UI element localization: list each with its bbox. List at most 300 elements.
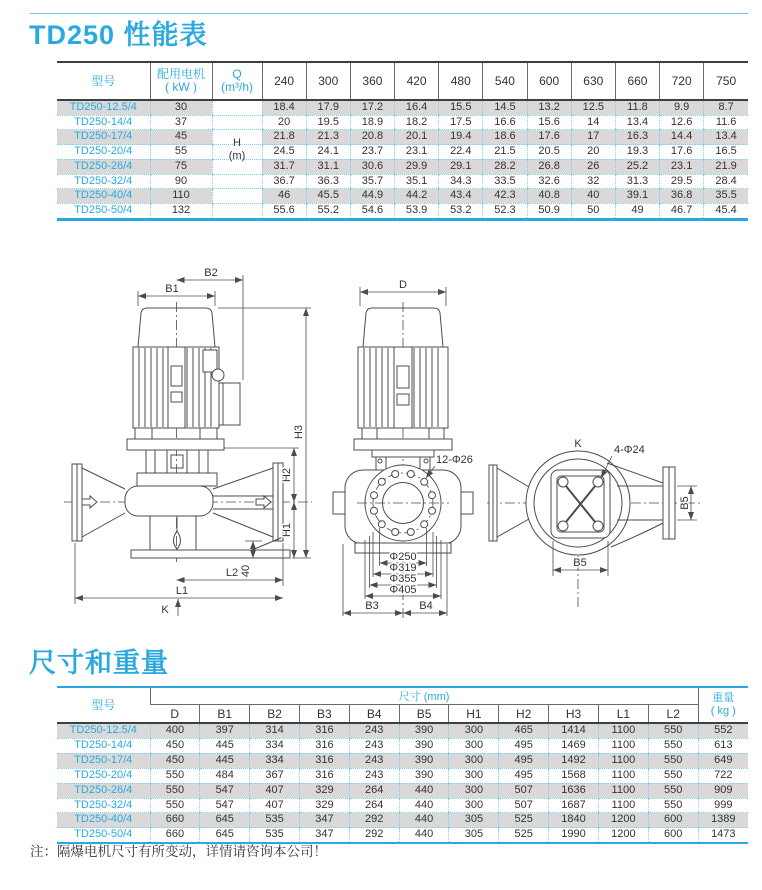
- performance-table: [57, 61, 748, 221]
- head-value-cell: 21.3: [306, 130, 350, 145]
- head-value-cell: 11.8: [615, 100, 659, 115]
- dim-value-cell: 367: [250, 768, 300, 783]
- dim-label-d: D: [399, 279, 407, 291]
- dim-value-cell: 445: [200, 738, 250, 753]
- head-value-cell: 14: [571, 115, 615, 130]
- performance-header-row: [57, 62, 748, 100]
- head-value-cell: 52.3: [483, 203, 527, 219]
- dim-value-cell: 1492: [549, 753, 599, 768]
- flow-arrow-icon: [256, 496, 271, 508]
- dim-value-cell: 329: [299, 783, 349, 798]
- flow-value-header: 240: [262, 62, 306, 100]
- size-group-header: 尺寸 (mm): [150, 687, 698, 705]
- dim-label-b3: B3: [365, 600, 379, 612]
- dim-value-cell: 495: [499, 768, 549, 783]
- dim-label-40: 40: [240, 564, 252, 578]
- dim-value-cell: 440: [399, 798, 449, 813]
- head-value-cell: 35.7: [350, 174, 394, 189]
- head-value-cell: 29.1: [439, 159, 483, 174]
- dim-value-cell: 390: [399, 753, 449, 768]
- head-value-cell: 13.2: [527, 100, 571, 115]
- head-unit-label: [212, 137, 262, 163]
- model-cell: TD250-14/4: [57, 115, 150, 130]
- head-value-cell: 19.3: [615, 145, 659, 160]
- head-value-cell: 16.6: [483, 115, 527, 130]
- dim-column-header: B4: [349, 705, 399, 724]
- head-value-cell: 16.4: [395, 100, 439, 115]
- motor-power-cell: 110: [150, 189, 212, 204]
- head-value-cell: 19.4: [439, 130, 483, 145]
- q-header-label: Q: [232, 67, 242, 81]
- pump-outline-drawings: [0, 260, 762, 640]
- head-value-cell: 43.4: [439, 189, 483, 204]
- head-value-cell: 20.5: [527, 145, 571, 160]
- dim-label-phi405: Φ405: [389, 584, 417, 596]
- motor-power-cell: 75: [150, 159, 212, 174]
- head-value-cell: 33.5: [483, 174, 527, 189]
- model-cell: TD250-14/4: [57, 738, 150, 753]
- dim-value-cell: 1990: [549, 828, 599, 843]
- dim-value-cell: 495: [499, 738, 549, 753]
- dim-value-cell: 450: [150, 753, 200, 768]
- dim-column-header: D: [150, 705, 200, 724]
- flow-value-header: 360: [350, 62, 394, 100]
- dim-label-l1: L1: [175, 585, 189, 597]
- flow-value-header: 720: [660, 62, 704, 100]
- dimension-row: [57, 798, 748, 813]
- dim-value-cell: 334: [250, 738, 300, 753]
- dim-value-cell: 600: [648, 828, 698, 843]
- head-value-cell: 31.1: [306, 159, 350, 174]
- model-cell: TD250-26/4: [57, 783, 150, 798]
- dim-value-cell: 400: [150, 723, 200, 738]
- weight-value-cell: 1473: [698, 828, 748, 843]
- head-value-cell: 40: [571, 189, 615, 204]
- head-value-cell: 20.1: [395, 130, 439, 145]
- dim-value-cell: 445: [200, 753, 250, 768]
- model-cell: TD250-50/4: [74, 203, 133, 216]
- head-value-cell: 18.4: [262, 100, 306, 115]
- head-value-cell: 30.6: [350, 159, 394, 174]
- head-value-cell: 18.9: [350, 115, 394, 130]
- head-value-cell: 17.2: [350, 100, 394, 115]
- dim-value-cell: 550: [150, 783, 200, 798]
- dim-value-cell: 316: [299, 738, 349, 753]
- head-value-cell: 20: [571, 145, 615, 160]
- dim-value-cell: 1100: [598, 798, 648, 813]
- dim-column-header: B3: [299, 705, 349, 724]
- weight-header-unit: ( kg ): [710, 705, 736, 717]
- head-value-cell: 16.5: [704, 145, 748, 160]
- head-unit-column-cell: [212, 100, 262, 115]
- dim-value-cell: 550: [648, 738, 698, 753]
- dim-value-cell: 550: [150, 798, 200, 813]
- head-value-cell: 44.2: [395, 189, 439, 204]
- flow-value-header: 540: [483, 62, 527, 100]
- motor-power-cell: 55: [150, 145, 212, 160]
- dim-label-b5-right: B5: [679, 496, 691, 510]
- head-unit-column-cell: [212, 115, 262, 130]
- head-value-cell: 55.2: [306, 203, 350, 219]
- head-value-cell: 23.7: [350, 145, 394, 160]
- head-value-cell: 26.8: [527, 159, 571, 174]
- dim-value-cell: 1200: [598, 813, 648, 828]
- weight-value-cell: 722: [698, 768, 748, 783]
- dim-value-cell: 550: [150, 768, 200, 783]
- performance-row: [57, 203, 748, 219]
- dim-value-cell: 300: [449, 738, 499, 753]
- head-value-cell: 35.5: [704, 189, 748, 204]
- head-value-cell: 15.5: [439, 100, 483, 115]
- dim-value-cell: 484: [200, 768, 250, 783]
- head-value-cell: 21.9: [704, 159, 748, 174]
- head-value-cell: 23.1: [660, 159, 704, 174]
- head-value-cell: 11.6: [704, 115, 748, 130]
- dim-value-cell: 316: [299, 723, 349, 738]
- flow-column-header: [212, 62, 262, 100]
- dim-value-cell: 550: [648, 768, 698, 783]
- dim-value-cell: 397: [200, 723, 250, 738]
- dim-value-cell: 243: [349, 723, 399, 738]
- dim-value-cell: 314: [250, 723, 300, 738]
- head-value-cell: 36.7: [262, 174, 306, 189]
- dim-value-cell: 550: [648, 723, 698, 738]
- dim-value-cell: 550: [648, 783, 698, 798]
- dim-value-cell: 329: [299, 798, 349, 813]
- junction-box: [219, 383, 240, 425]
- terminal-box: [203, 350, 217, 372]
- dim-column-header: B1: [200, 705, 250, 724]
- dim-value-cell: 1100: [598, 783, 648, 798]
- head-value-cell: 53.2: [439, 203, 483, 219]
- dim-value-cell: 347: [299, 813, 349, 828]
- head-value-cell: 28.4: [704, 174, 748, 189]
- dim-value-cell: 264: [349, 783, 399, 798]
- model-cell: TD250-20/4: [57, 768, 150, 783]
- head-value-cell: 28.2: [483, 159, 527, 174]
- head-value-cell: 39.1: [615, 189, 659, 204]
- head-value-cell: 44.9: [350, 189, 394, 204]
- dim-value-cell: 547: [200, 783, 250, 798]
- head-value-cell: 50: [571, 203, 615, 219]
- dim-value-cell: 550: [648, 753, 698, 768]
- dim-value-cell: 300: [449, 798, 499, 813]
- dimensions-section-title: 尺寸和重量: [29, 648, 169, 678]
- drawing-top-view: [487, 438, 702, 607]
- flow-value-header: 480: [439, 62, 483, 100]
- head-value-cell: 15.6: [527, 115, 571, 130]
- head-value-cell: 40.8: [527, 189, 571, 204]
- dim-value-cell: 1469: [549, 738, 599, 753]
- dim-value-cell: 1100: [598, 723, 648, 738]
- dim-value-cell: 390: [399, 768, 449, 783]
- head-value-cell: 32.6: [527, 174, 571, 189]
- dim-value-cell: 465: [499, 723, 549, 738]
- model-cell: TD250-40/4: [57, 813, 150, 828]
- dim-label-b4: B4: [419, 600, 433, 612]
- drawing-side-view: [333, 279, 473, 620]
- performance-row: [57, 174, 748, 189]
- motor-power-cell: 132: [150, 203, 212, 219]
- dim-value-cell: 264: [349, 798, 399, 813]
- weight-value-cell: 909: [698, 783, 748, 798]
- dim-value-cell: 440: [399, 813, 449, 828]
- model-cell: TD250-17/4: [57, 753, 150, 768]
- head-value-cell: 23.1: [395, 145, 439, 160]
- head-value-cell: 36.3: [306, 174, 350, 189]
- motor-header-unit: ( kW ): [165, 80, 197, 94]
- model-cell: TD250-26/4: [57, 159, 150, 174]
- dim-column-header: H3: [549, 705, 599, 724]
- dim-value-cell: 440: [399, 783, 449, 798]
- head-value-cell: 12.6: [660, 115, 704, 130]
- head-value-cell: 45.4: [704, 203, 748, 219]
- dim-label-b5-bottom: B5: [573, 557, 587, 569]
- dim-value-cell: 292: [349, 828, 399, 843]
- head-value-cell: 17.9: [306, 100, 350, 115]
- head-value-cell: 18.6: [483, 130, 527, 145]
- model-cell: TD250-17/4: [57, 130, 150, 145]
- model-column-header: 型号: [57, 62, 150, 100]
- head-value-cell: 31.7: [262, 159, 306, 174]
- head-unit: (m): [228, 150, 246, 162]
- view-label-k: K: [574, 438, 582, 450]
- dim-value-cell: 1100: [598, 738, 648, 753]
- performance-row: [57, 115, 748, 130]
- dim-value-cell: 316: [299, 768, 349, 783]
- head-value-cell: 13.4: [704, 130, 748, 145]
- pump-volute: [125, 486, 213, 516]
- dim-value-cell: 407: [250, 783, 300, 798]
- head-value-cell: 25.2: [615, 159, 659, 174]
- dim-value-cell: 1568: [549, 768, 599, 783]
- head-value-cell: 29.9: [395, 159, 439, 174]
- flow-value-header: 660: [615, 62, 659, 100]
- performance-row: [57, 130, 748, 145]
- motor-header-label: 配用电机: [156, 67, 205, 81]
- head-value-cell: 26: [571, 159, 615, 174]
- dim-value-cell: 535: [250, 828, 300, 843]
- head-value-cell: 31.3: [615, 174, 659, 189]
- dim-value-cell: 660: [150, 828, 200, 843]
- dim-value-cell: 390: [399, 738, 449, 753]
- dim-label-phi319: Φ319: [389, 562, 417, 574]
- head-unit-column-cell: [212, 189, 262, 204]
- dim-label-h2: H2: [281, 467, 293, 483]
- dim-value-cell: 292: [349, 813, 399, 828]
- dim-column-header: B2: [250, 705, 300, 724]
- dim-column-header: L2: [648, 705, 698, 724]
- dim-value-cell: 660: [150, 813, 200, 828]
- performance-row: [57, 145, 748, 160]
- head-value-cell: 14.4: [660, 130, 704, 145]
- dimension-header-row-1: [57, 687, 748, 705]
- dimension-header-row-2: [57, 705, 748, 724]
- dim-value-cell: 243: [349, 753, 399, 768]
- head-value-cell: 34.3: [439, 174, 483, 189]
- dim-value-cell: 507: [499, 798, 549, 813]
- dimension-row: [57, 753, 748, 768]
- dim-value-cell: 390: [399, 723, 449, 738]
- dim-value-cell: 547: [200, 798, 250, 813]
- head-value-cell: 46: [262, 189, 306, 204]
- dim-value-cell: 440: [399, 828, 449, 843]
- weight-value-cell: 649: [698, 753, 748, 768]
- head-value-cell: 21.8: [262, 130, 306, 145]
- dim-value-cell: 645: [200, 828, 250, 843]
- head-value-cell: 22.4: [439, 145, 483, 160]
- head-value-cell: 9.9: [660, 100, 704, 115]
- flow-value-header: 630: [571, 62, 615, 100]
- view-label-k: K: [161, 604, 169, 616]
- dim-value-cell: 316: [299, 753, 349, 768]
- head-value-cell: 53.9: [395, 203, 439, 219]
- dim-value-cell: 1414: [549, 723, 599, 738]
- head-symbol: H: [233, 137, 241, 149]
- dim-value-cell: 1840: [549, 813, 599, 828]
- motor-power-cell: 30: [150, 100, 212, 115]
- head-value-cell: 20.8: [350, 130, 394, 145]
- dim-value-cell: 300: [449, 768, 499, 783]
- motor-power-cell: 37: [150, 115, 212, 130]
- dim-value-cell: 535: [250, 813, 300, 828]
- dim-value-cell: 1100: [598, 753, 648, 768]
- head-value-cell: 18.2: [395, 115, 439, 130]
- head-value-cell: 24.1: [306, 145, 350, 160]
- footnote: 注：隔爆电机尺寸有所变动，详情请咨询本公司！: [30, 844, 327, 859]
- flow-value-header: 750: [704, 62, 748, 100]
- dim-value-cell: 550: [648, 798, 698, 813]
- weight-value-cell: 552: [698, 723, 748, 738]
- model-cell: TD250-32/4: [57, 174, 150, 189]
- dim-label-l2: L2: [225, 567, 239, 579]
- weight-value-cell: 999: [698, 798, 748, 813]
- dim-value-cell: 300: [449, 783, 499, 798]
- dim-value-cell: 243: [349, 738, 399, 753]
- model-cell: TD250-40/4: [57, 189, 150, 204]
- head-value-cell: 36.8: [660, 189, 704, 204]
- flow-value-header: 420: [395, 62, 439, 100]
- weight-column-header: [698, 687, 748, 723]
- head-value-cell: 32: [571, 174, 615, 189]
- dim-value-cell: 600: [648, 813, 698, 828]
- dim-value-cell: 407: [250, 798, 300, 813]
- dim-value-cell: 525: [499, 828, 549, 843]
- dimension-row: [57, 723, 748, 738]
- dim-label-phi355: Φ355: [389, 573, 417, 585]
- bolt-callout-label: 4-Φ24: [614, 444, 645, 456]
- head-value-cell: 17.5: [439, 115, 483, 130]
- model-cell: TD250-50/4: [74, 828, 133, 841]
- dimension-row: [57, 738, 748, 753]
- weight-value-cell: 1389: [698, 813, 748, 828]
- head-value-cell: 8.7: [704, 100, 748, 115]
- head-value-cell: 21.5: [483, 145, 527, 160]
- dimension-row: [57, 768, 748, 783]
- dimension-row: [57, 813, 748, 828]
- head-value-cell: 17.6: [527, 130, 571, 145]
- bolt-callout-label: 12-Φ26: [436, 454, 473, 466]
- drawing-front-view: [64, 267, 312, 616]
- model-cell: TD250-32/4: [57, 798, 150, 813]
- base-plate: [131, 550, 290, 558]
- model-cell: TD250-12.5/4: [57, 723, 150, 738]
- dim-value-cell: 305: [449, 828, 499, 843]
- model-column-header: 型号: [57, 687, 150, 723]
- motor-column-header: [150, 62, 212, 100]
- dim-column-header: H2: [499, 705, 549, 724]
- performance-row: [57, 100, 748, 115]
- head-value-cell: 55.6: [262, 203, 306, 219]
- dim-value-cell: 1636: [549, 783, 599, 798]
- dim-value-cell: 525: [499, 813, 549, 828]
- lifting-eye: [212, 369, 224, 381]
- dim-label-h3: H3: [293, 424, 305, 440]
- dim-label-b2: B2: [204, 267, 218, 279]
- dim-value-cell: 347: [299, 828, 349, 843]
- head-value-cell: 16.3: [615, 130, 659, 145]
- head-value-cell: 20: [262, 115, 306, 130]
- dim-column-header: L1: [598, 705, 648, 724]
- weight-value-cell: 613: [698, 738, 748, 753]
- head-value-cell: 45.5: [306, 189, 350, 204]
- head-value-cell: 50.9: [527, 203, 571, 219]
- performance-section-title: TD250 性能表: [29, 20, 208, 50]
- dim-label-phi250: Φ250: [389, 551, 417, 563]
- head-value-cell: 46.7: [660, 203, 704, 219]
- head-value-cell: 13.4: [615, 115, 659, 130]
- dim-value-cell: 334: [250, 753, 300, 768]
- flow-value-header: 600: [527, 62, 571, 100]
- head-value-cell: 29.5: [660, 174, 704, 189]
- dim-label-b1: B1: [165, 283, 179, 295]
- dim-value-cell: 507: [499, 783, 549, 798]
- dim-value-cell: 1687: [549, 798, 599, 813]
- model-cell: TD250-12.5/4: [57, 100, 150, 115]
- head-value-cell: 14.5: [483, 100, 527, 115]
- flow-arrow-icon: [82, 496, 97, 508]
- dimension-row: [57, 783, 748, 798]
- dim-value-cell: 305: [449, 813, 499, 828]
- head-unit-column-cell: [212, 203, 262, 219]
- head-value-cell: 12.5: [571, 100, 615, 115]
- dim-value-cell: 243: [349, 768, 399, 783]
- head-value-cell: 35.1: [395, 174, 439, 189]
- dimension-table: [57, 686, 748, 844]
- head-value-cell: 54.6: [350, 203, 394, 219]
- head-value-cell: 17: [571, 130, 615, 145]
- performance-row: [57, 159, 748, 174]
- dim-column-header: B5: [399, 705, 449, 724]
- dim-label-h1: H1: [281, 522, 293, 538]
- motor-power-cell: 45: [150, 130, 212, 145]
- dim-value-cell: 1200: [598, 828, 648, 843]
- flow-value-header: 300: [306, 62, 350, 100]
- head-value-cell: 17.6: [660, 145, 704, 160]
- dim-value-cell: 1100: [598, 768, 648, 783]
- head-value-cell: 19.5: [306, 115, 350, 130]
- dim-value-cell: 495: [499, 753, 549, 768]
- dim-value-cell: 300: [449, 753, 499, 768]
- dim-column-header: H1: [449, 705, 499, 724]
- motor-power-cell: 90: [150, 174, 212, 189]
- q-header-unit: (m³/h): [221, 80, 253, 94]
- dim-value-cell: 450: [150, 738, 200, 753]
- head-unit-column-cell: [212, 174, 262, 189]
- weight-header-label: 重量: [712, 692, 735, 704]
- model-cell: TD250-20/4: [57, 145, 150, 160]
- top-divider: [30, 13, 748, 14]
